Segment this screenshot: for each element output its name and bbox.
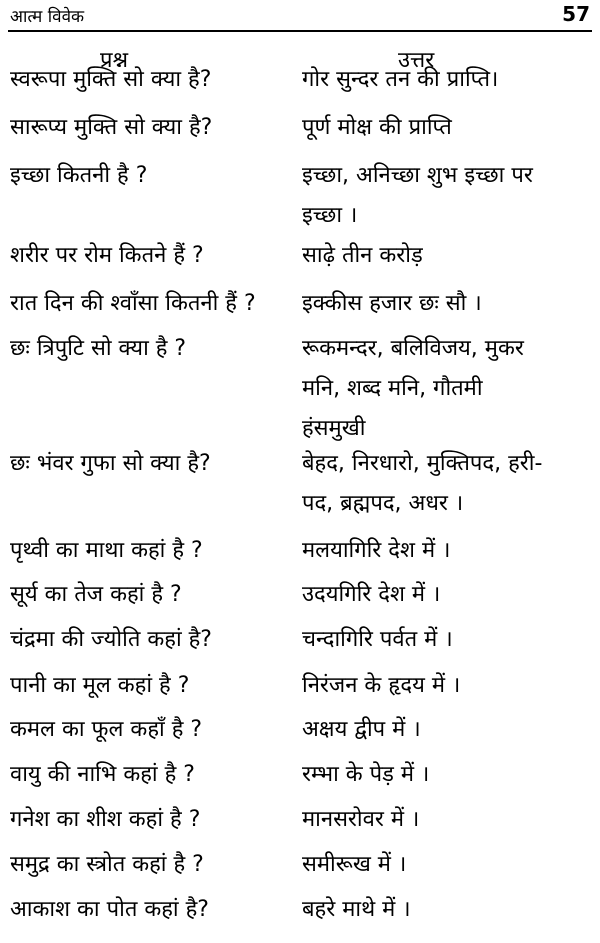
question-text: समुद्र का स्त्रोत कहां है ? <box>10 852 204 877</box>
question-text: गनेश का शीश कहां है ? <box>10 807 201 832</box>
answer-line: पूर्ण मोक्ष की प्राप्ति <box>302 115 452 140</box>
answer-text <box>302 60 594 100</box>
answer-text <box>302 666 594 706</box>
question-text: सारूप्य मुक्ति सो क्या है? <box>10 115 213 140</box>
answer-text <box>302 710 594 750</box>
page-number: 57 <box>562 2 590 26</box>
answer-line: साढ़े तीन करोड़ <box>302 243 423 268</box>
answer-line: इच्छा । <box>302 203 358 228</box>
answer-text <box>302 890 594 930</box>
answer-line: बहरे माथे में । <box>302 897 411 922</box>
question-text: शरीर पर रोम कितने हैं ? <box>10 243 204 268</box>
question-text: कमल का फूल कहाँ है ? <box>10 717 203 742</box>
answer-text <box>302 575 594 615</box>
question-text: चंद्रमा की ज्योति कहां है? <box>10 627 212 652</box>
running-title: आत्म विवेक <box>10 7 85 27</box>
answer-text <box>302 156 594 236</box>
question-column-heading: प्रश्न <box>100 48 129 73</box>
answer-line: गोर सुन्दर तन की प्राप्ति। <box>302 67 499 92</box>
answer-column-heading: उत्तर <box>398 48 435 73</box>
question-text: इच्छा कितनी है ? <box>10 163 148 188</box>
answer-line: उदयगिरि देश में । <box>302 582 441 607</box>
question-text: पृथ्वी का माथा कहां है ? <box>10 538 203 563</box>
answer-text <box>302 620 594 660</box>
answer-line: इक्कीस हजार छः सौ । <box>302 291 482 316</box>
question-text: स्वरूपा मुक्ति सो क्या है? <box>10 67 212 92</box>
page-header <box>8 0 592 32</box>
question-text: पानी का मूल कहां है ? <box>10 673 190 698</box>
answer-line: मनि, शब्द मनि, गौतमी <box>302 376 483 401</box>
answer-line: इच्छा, अनिच्छा शुभ इच्छा पर <box>302 163 533 188</box>
question-text: आकाश का पोत कहां है? <box>10 897 209 922</box>
answer-line: रूकमन्दर, बलिविजय, मुकर <box>302 336 524 361</box>
question-text: छः भंवर गुफा सो क्या है? <box>10 451 211 476</box>
question-text: वायु की नाभि कहां है ? <box>10 762 195 787</box>
answer-line: बेहद, निरधारो, मुक्तिपद, हरी- <box>302 451 543 476</box>
question-text: सूर्य का तेज कहां है ? <box>10 582 182 607</box>
answer-line: रम्भा के पेड़ में । <box>302 762 430 787</box>
answer-line: हंसमुखी <box>302 416 366 441</box>
answer-text <box>302 444 594 524</box>
answer-text <box>302 236 594 276</box>
answer-line: मलयागिरि देश में । <box>302 538 451 563</box>
answer-line: मानसरोवर में । <box>302 807 420 832</box>
answer-text <box>302 800 594 840</box>
question-text: छः त्रिपुटि सो क्या है ? <box>10 336 187 361</box>
answer-text <box>302 845 594 885</box>
answer-text <box>302 108 594 148</box>
answer-line: चन्दागिरि पर्वत में । <box>302 627 453 652</box>
answer-line: अक्षय द्वीप में । <box>302 717 421 742</box>
answer-text <box>302 284 594 324</box>
answer-line: पद, ब्रह्मपद, अधर । <box>302 491 464 516</box>
answer-text <box>302 531 594 571</box>
question-text: रात दिन की श्वाँसा कितनी हैं ? <box>10 291 256 316</box>
answer-line: निरंजन के हृदय में । <box>302 673 461 698</box>
answer-text <box>302 329 594 449</box>
answer-line: समीरूख में । <box>302 852 407 877</box>
answer-text <box>302 755 594 795</box>
